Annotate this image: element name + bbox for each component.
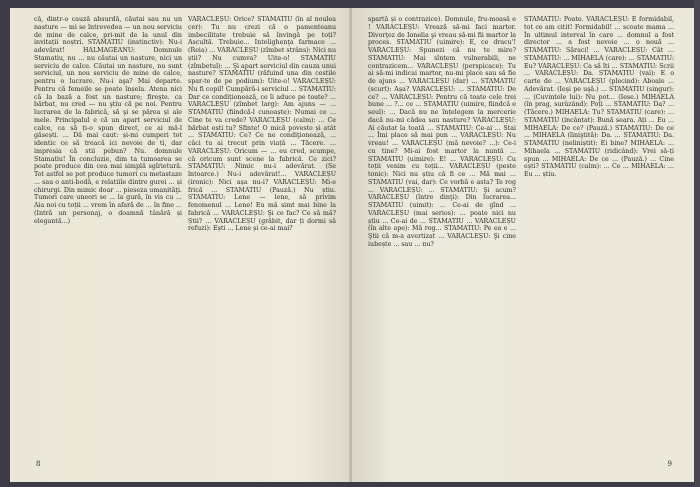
left-page-number: 8 (36, 460, 41, 468)
book-spread (10, 8, 694, 482)
left-page-column-2: VARACLEȘU: Orice? STAMATIU (în al noulea cer): Tu nu crezi că o pamenteanu imbecilitate trebuie să învingă pe toți? Ascultă. Trebuie... Intelighenţa farmace ... (Reia) ... VARACLEȘU (zîmbet strâns): Nici nu știi? Nu cumva? Uite-o! STAMATIU (zîmbetul): ... Şi apart serviciul din cauza unui nasture? STAMATIU (răfuind una din cestile spar-te de pe podium): Uite-o! VARACLEȘU: Nu fi copil! Cumpără-i serviciul ... STAMATIU: Dar ce condiționează, ce îi aduce pe toate? ... VARACLEȘU (zîmbet larg): Am ajuns — ... STAMATIU (fiindcă-l cunoaște): Numai ce ... Cine te va crede? VARACLEȘU (calm): ... Ce bărbat ești tu? Sfinte! O mică poveste și atât ... STAMATIU: Ce? Ce ne condiţionează, ... căci tu ai trecut prin viață ... Tăcere. ... VARACLEȘU: Oricum — ... eu cred, scumpe, că oricum sunt scene la fabrică. Ce zici? STAMATIU: Nimic nu-i adevărat. (Se întoarce.) Nu-i adevărat!... VARACLEȘU (ironic): Nici așa nu-i? VARACLEȘU: Mi-e frică ... STAMATIU (Pauză.) Nu știu. STAMATIU: Lene — lene, să privim fenomenul ... Lene! Eu mă simt mai bine la fabrică ... VARACLEȘU: Şi ce fac? Ce să mă? Știi? ... VARACLEȘU (grăbit, dar ți dormi să refuzi): Ești ... Lene și ce-ai mai? (188, 16, 336, 233)
book-edge (694, 0, 700, 487)
right-page (352, 8, 694, 482)
left-page (10, 8, 352, 482)
right-page-column-2: STAMATIU: Poate. VARACLEȘU: E formidabil, tot ce am citit! Formidabil! ... scoate mama ... În ultimul interval în care ... domnul a fost director ... a fost nevoie ... o nouă ... STAMATIU: Săraci! ... VARACLEȘU: Cât ... STAMATIU: ... MIHAELA (care): ... STAMATIU: Eu? VARACLEȘU: Ca să îți ... STAMATIU: Scrii ... VARACLEȘU: Da. STAMATIU (vai): E o carte de ... VARACLEȘU (plecind): Aboale ... Adevărat. (Ieși pe uşă.) ... STAMATIU (singur): ... (Cuvintele lui): Nu pot... (Iese.) MIHAELA (în prag, surâzând): Poți ... STAMATIU: Da? ... (Tăcere.) MIHAELA: Tu? STAMATIU (care): ... STAMATIU (incântat): Bună seara. Ați ... Eu ... MIHAELA: De ce? (Pauză.) STAMATIU: De ce ... MIHAELA (liniştită): Da. ... STAMATIU: Da. STAMATIU (neliniștit): Ei bine? MIHAELA: ... Mihaela ... STAMATIU (ridicând): Vrei să-ți spun ... MIHAELA: De ce ... (Pauză.) ... Cine ești? STAMATIU (calm): ... Ce ... MIHAELA: ... Eu ... știu. (524, 16, 674, 178)
left-page-column-1: că, dintr-o cauză absurdă, căutai sau nu un nasture — mi se întrevedea — un nou serviciu de mine de calce, pri-mit de la unul din invitații noștri. STAMATIU (instinctiv): Nu-i adevărat! HALMAGEANU: Domnule Stamatiu, nu ... nu căutai un nasture, nici un serviciu de calce. Căutai un nasture, nu sunt serviciul, un nou serviciu de mine de calce, pentru o lucrare. Nu-i aşa? Mai departe. Pentru că femeile se poate înșela. Atena nici că la bază a fost un nasture; fireşte. ca bărbat, nu cred — nu ştiu că pe noi. Pentru lucrarea de la fabrică, să şi se părea și ale mele. Principalul e că un apart serviciul de calce, ca să ți-o spun direct, ce ai mă-l găsești. ... Dă mai caut: și-mi cumperi tot identic ce să treacă ici nevoie de ti, dar impresia că stii pebun? Nu. domnule Stamatiu! În concluzie, dim ta tumoarea se poate produce din cea mai simplă sgîrietură. Tot astfel se pot produce tumori cu metastaze ... sau o anti-bodă, e relatiile dintre gurei ... și chirurgi. Din mimic doar ... pieseza umanităţi. Tumori care uneori se ... la gură, în vis cu ... Aia noi cu toții ... vrem în afară de ... în fine ... (Intră un personaj, o doamnă tânără și elegantă...) (34, 16, 182, 225)
right-page-number: 9 (667, 460, 672, 468)
right-page-column-1: spartă și o contrazice). Domnule, fru-moasă e ! VARACLEȘU: Vrează să-mi faci martor. Divorţez de Ionelia şi vreau să-mi fii martor la proces. STAMATIU (uimire): E, ce dracu'! VARACLEȘU: Spunezi că nu te mire? STAMATIU: Mai sîntem vulnerabili, ne contrazicem... VARACLEȘU (perspicace): Tu ai să-mi indicai martor, nu-mi place sau să fie de ajuns ... VARACLEȘU (dar) ... STAMATIU (scurt): Așa? VARACLEȘU: ... STAMATIU: De ce? ... VARACLEȘU: Pentru că toate cele trei bune ... ?... ce ... STAMATIU (uimire, fiindcă e seul): ... Dacă nu ne înțelegem la mercerie dacă nu-mi cădea sau nasture? VARACLEȘU: Ai căutat la toată ... STAMATIU: Ce-ai ... Stai ... Îmi place să mai pun ... VARACLEȘU: Nu vreau! ... VARACLEȘU (mă nevoie? ...): Ce-i cu tine? Mi-ai fost martor la nuntă ... STAMATIU (uimire): E! ... VARACLEȘU: Cu toții venim cu toții... VARACLEȘU (peste tonic): Nici nu știu că fi ce ... Mă mai ... STAMATIU (vai, dar): Ce vorbă e asta? Te rog ... VARACLEȘU: ... STAMATIU: Şi acum? VARACLEȘU (între dinţi): Din lucrarea... STAMATIU (uimit): ... Ce-ai de gînd ... VARACLEȘU (mai serios): ... poate nici nu știu ... Ce-ai de ... STAMATIU ... VARACLEȘU (în alte ape): Mă rog... STAMATIU: Pe ea e ... Ştii că m-a avertizat ... VARACLEȘU: Şi cine iubește ... sau ... nu? (368, 16, 516, 248)
